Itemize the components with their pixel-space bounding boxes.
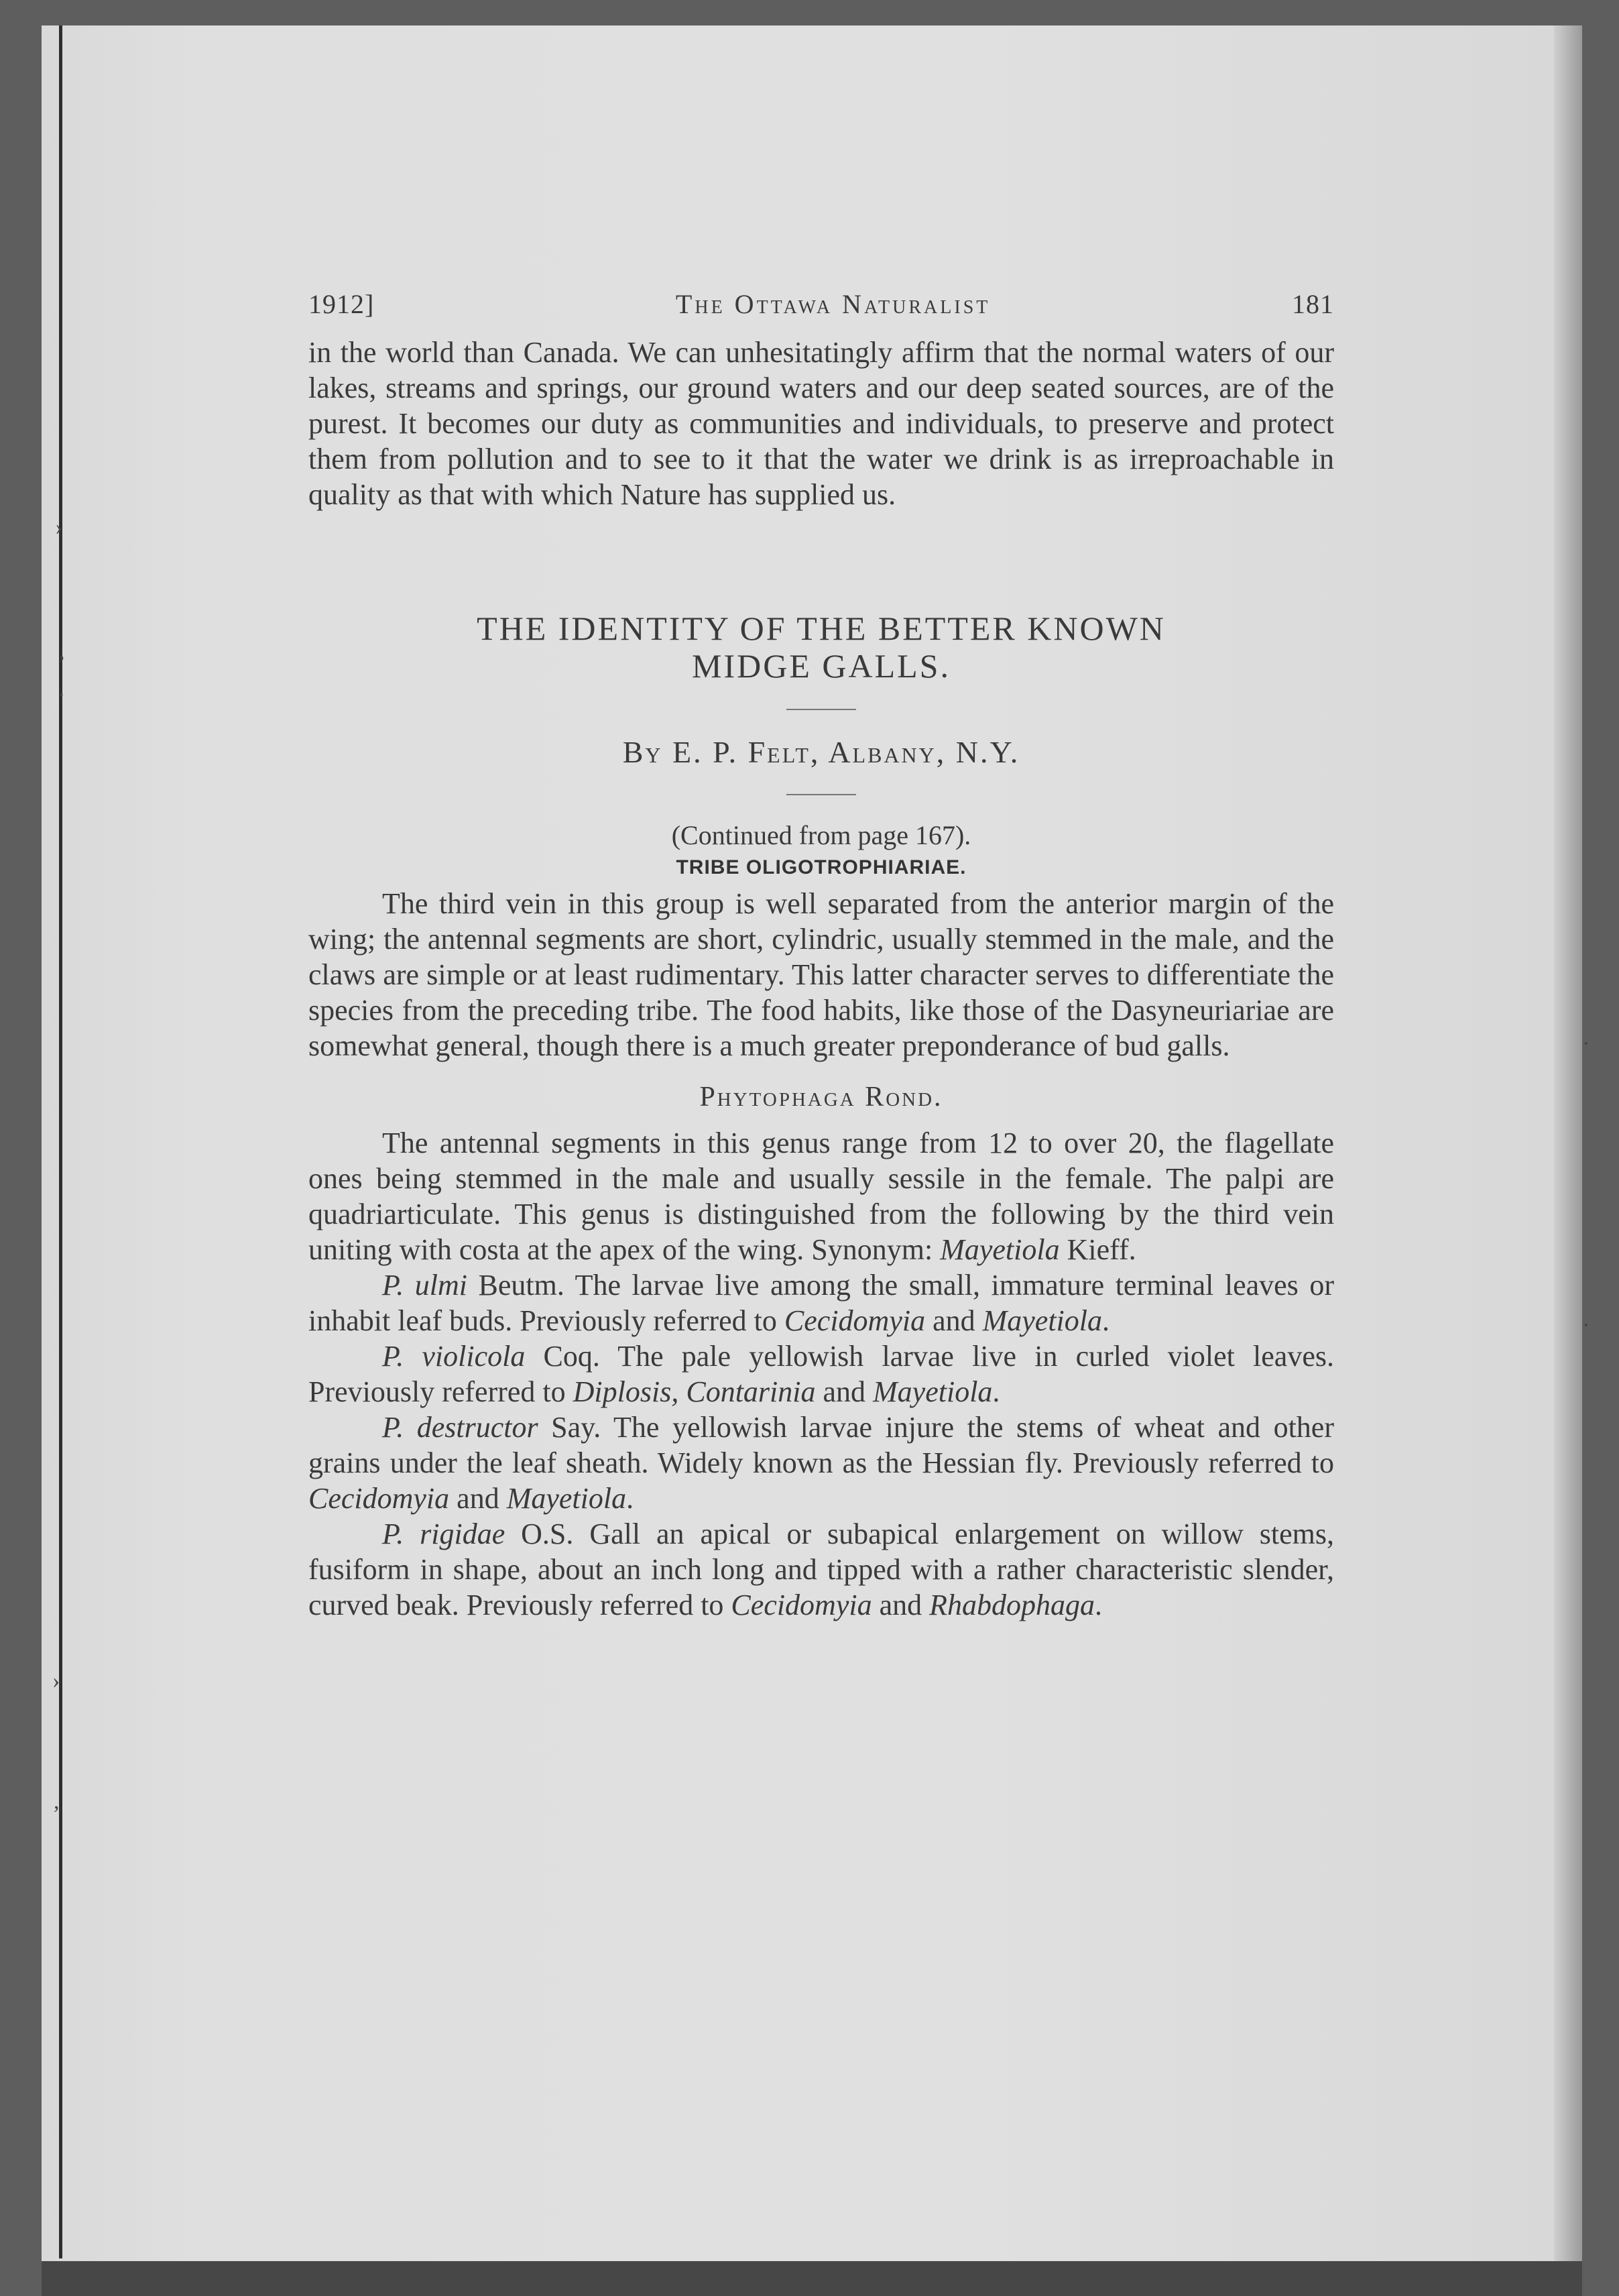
- margin-mark: ,: [59, 639, 65, 664]
- species-entry: [308, 1516, 1334, 1623]
- species-name: P. ulmi: [382, 1269, 467, 1302]
- species-author: Beutm.: [467, 1269, 564, 1302]
- page-bottom-edge: [42, 2261, 1582, 2296]
- species-genus-ref: Cecidomyia: [731, 1589, 872, 1621]
- species-text: Gall an apical or subapical enlargement on willow stems, fusiform in shape, about an inch long and tipped with a rather characteristic slender, curved beak. Previously referred to: [308, 1517, 1335, 1621]
- species-genus-ref: Rhabdophaga: [929, 1589, 1095, 1621]
- title-divider: [786, 709, 856, 710]
- genus-synonym: Mayetiola: [940, 1233, 1060, 1266]
- running-head-year: 1912]: [308, 289, 375, 319]
- page-right-edge: [1554, 25, 1582, 2265]
- margin-mark: ›: [52, 1668, 60, 1693]
- species-genus-ref: Diplosis, Contarinia: [573, 1375, 816, 1408]
- species-end: .: [1095, 1589, 1103, 1621]
- binding-gutter-line: [59, 25, 62, 2258]
- species-conjunction: and: [925, 1304, 983, 1337]
- species-author: Say.: [538, 1411, 601, 1444]
- species-name: P. rigidae: [382, 1517, 505, 1550]
- margin-mark: ,: [54, 1789, 60, 1814]
- article-title-line-1: THE IDENTITY OF THE BETTER KNOWN: [477, 610, 1166, 647]
- species-text: The pale yellowish larvae live in curled violet leaves. Previously referred to: [308, 1340, 1334, 1408]
- species-genus-ref: Cecidomyia: [308, 1482, 450, 1515]
- species-genus-ref: Mayetiola: [982, 1304, 1103, 1337]
- page-content: [308, 288, 1334, 1623]
- species-genus-ref: Mayetiola: [873, 1375, 993, 1408]
- species-entry: [308, 1338, 1334, 1410]
- genus-paragraph: [308, 1125, 1334, 1267]
- running-head-journal: The Ottawa Naturalist: [675, 289, 991, 319]
- margin-mark: ·: [1582, 1313, 1590, 1338]
- species-end: .: [1102, 1304, 1110, 1337]
- running-head: [308, 288, 1334, 320]
- margin-mark: ·: [1582, 1031, 1590, 1056]
- species-text: The yellowish larvae injure the stems of wheat and other grains under the leaf sheath. Widely known as the Hessian fly. Previously referred to: [308, 1411, 1334, 1479]
- tribe-heading: TRIBE OLIGOTROPHIARIAE.: [676, 856, 967, 878]
- species-text: The larvae live among the small, immature terminal leaves or inhabit leaf buds. Previously referred to: [308, 1269, 1334, 1337]
- continued-note: (Continued from page 167).: [671, 820, 971, 850]
- species-conjunction: and: [449, 1482, 507, 1515]
- species-name: P. violicola: [382, 1340, 526, 1373]
- species-genus-ref: Mayetiola: [506, 1482, 627, 1515]
- genus-synonym-author: Kieff.: [1059, 1233, 1136, 1266]
- article-title-line-2: MIDGE GALLS.: [692, 647, 951, 685]
- species-author: O.S.: [505, 1517, 574, 1550]
- tribe-paragraph: The third vein in this group is well separated from the anterior margin of the wing; the antennal segments are short, cylindric, usually stemmed in the male, and the claws are simple or at least rudimentary. This latter character serves to differentiate the species from the preceding tribe. The food habits, like those of the Dasyneuriariae are somewhat general, though there is a much greater preponderance of bud galls.: [308, 887, 1334, 1062]
- species-genus-ref: Cecidomyia: [784, 1304, 926, 1337]
- species-end: .: [626, 1482, 634, 1515]
- margin-mark: ·: [58, 683, 66, 707]
- intro-paragraph: in the world than Canada. We can unhesitatingly affirm that the normal waters of our lakes, streams and springs, our ground waters and our deep seated sources, are of the purest. It becomes our duty as communities and individuals, to preserve and protect them from pollution and to see to it that the water we drink is as irreproachable in quality as that with which Nature has supplied us.: [308, 336, 1334, 511]
- page-number: 181: [1291, 289, 1334, 319]
- species-conjunction: and: [815, 1375, 874, 1408]
- margin-mark: ›: [55, 515, 63, 540]
- byline: By E. P. Felt, Albany, N.Y.: [622, 735, 1020, 769]
- species-name: P. destructor: [382, 1411, 538, 1444]
- species-conjunction: and: [872, 1589, 930, 1621]
- species-entry: [308, 1267, 1334, 1338]
- species-entry: [308, 1410, 1334, 1516]
- genus-paragraph-text: The antennal segments in this genus range from 12 to over 20, the flagellate ones being stemmed in the male and usually sessile in the female. The palpi are quadriarticulate. This genus is distinguished from the following by the third vein uniting with costa at the apex of the wing. Synonym:: [308, 1127, 1334, 1266]
- article-title: [308, 610, 1334, 685]
- species-author: Coq.: [525, 1340, 600, 1373]
- genus-heading: Phytophaga Rond.: [699, 1082, 943, 1112]
- species-end: .: [992, 1375, 1000, 1408]
- byline-divider: [786, 794, 856, 795]
